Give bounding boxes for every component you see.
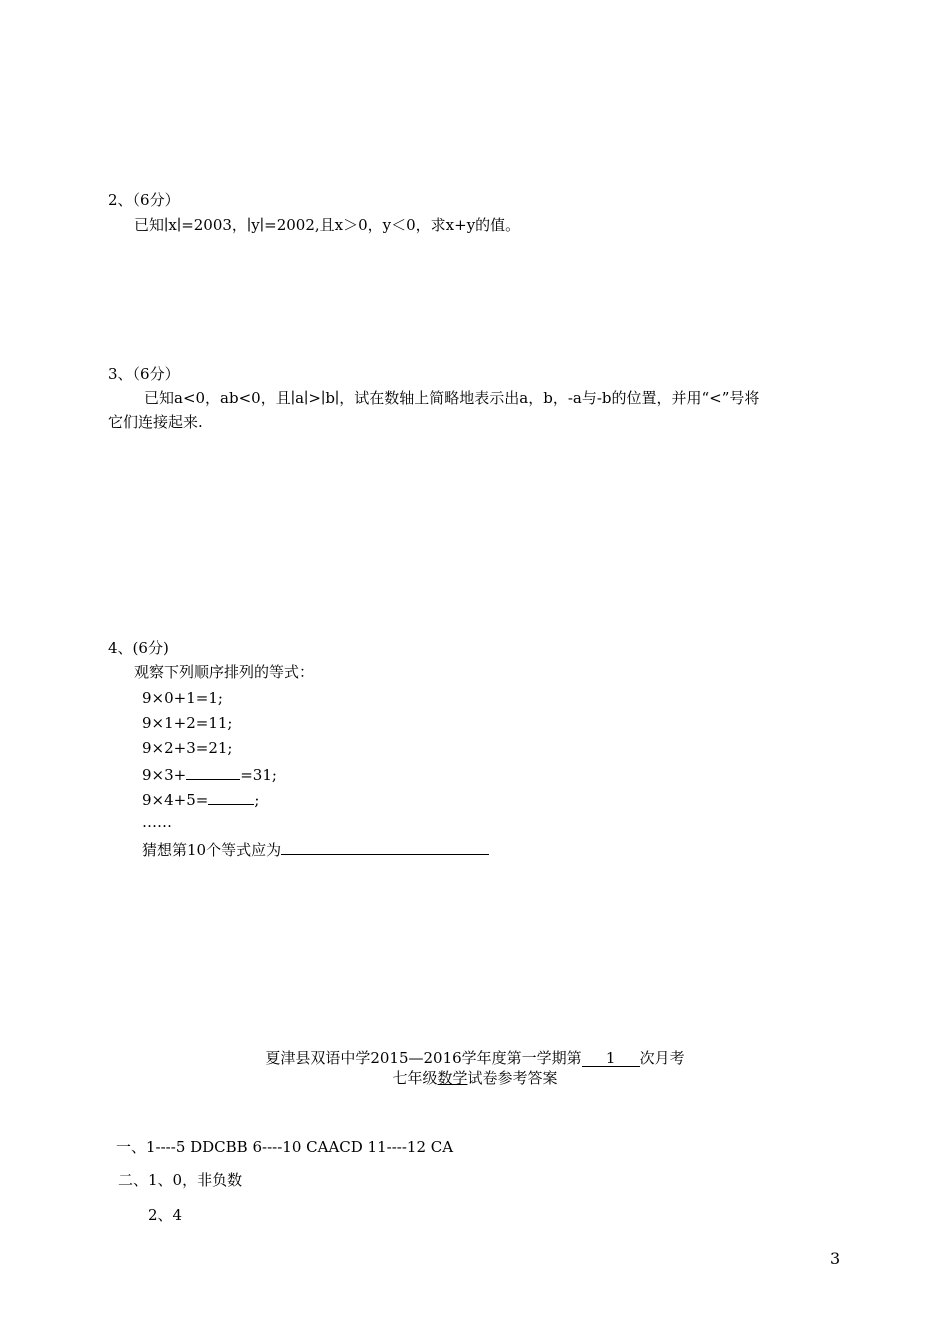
question-3-header: 3、（6分） — [108, 365, 180, 383]
title-suffix: 次月考 — [639, 1049, 685, 1067]
question-3-line1: 已知a<0，ab<0，且∣a∣>∣b∣，试在数轴上简略地表示出a，b，-a与-b的位置，并用“<”号将 — [144, 389, 760, 407]
guess-blank — [281, 838, 489, 855]
guess-10th-equation — [142, 838, 489, 860]
question-4-intro: 观察下列顺序排列的等式： — [134, 663, 315, 681]
equation-5 — [142, 788, 259, 810]
answers-fill-in-2: 2、4 — [148, 1206, 183, 1224]
question-3-line2: 它们连接起来. — [108, 413, 203, 431]
answer-key-subtitle — [0, 1068, 950, 1088]
answer-key-title — [0, 1048, 950, 1068]
answers-fill-in-1: 二、1、0，非负数 — [118, 1171, 243, 1189]
equation-3: 9×2+3=21; — [142, 739, 233, 757]
guess-label: 猜想第10个等式应为 — [142, 841, 282, 859]
equation-2: 9×1+2=11; — [142, 714, 233, 732]
equation-5-suffix: ; — [254, 791, 260, 809]
equation-5-blank — [208, 788, 254, 805]
ellipsis: …… — [142, 813, 172, 831]
title-blank: 1 — [582, 1048, 640, 1067]
question-2-text: 已知∣x∣=2003，∣y∣=2002,且x＞0，y＜0，求x+y的值。 — [134, 216, 521, 234]
equation-4-suffix: =31; — [240, 766, 277, 784]
question-4-header: 4、(6分) — [108, 639, 169, 657]
equation-4-blank — [186, 763, 240, 780]
page-number: 3 — [830, 1249, 841, 1268]
equation-1: 9×0+1=1; — [142, 689, 223, 707]
equation-5-prefix: 9×4+5= — [142, 791, 209, 809]
equation-4-prefix: 9×3+ — [142, 766, 187, 784]
answers-multiple-choice: 一、1----5 DDCBB 6----10 CAACD 11----12 CA — [116, 1138, 454, 1156]
subtitle-subject: 数学 — [437, 1069, 468, 1087]
question-2-header: 2、（6分） — [108, 191, 180, 209]
subtitle-suffix: 试卷参考答案 — [467, 1069, 558, 1087]
subtitle-prefix: 七年级 — [392, 1069, 438, 1087]
equation-4 — [142, 763, 277, 785]
title-prefix: 夏津县双语中学2015—2016学年度第一学期第 — [265, 1049, 582, 1067]
